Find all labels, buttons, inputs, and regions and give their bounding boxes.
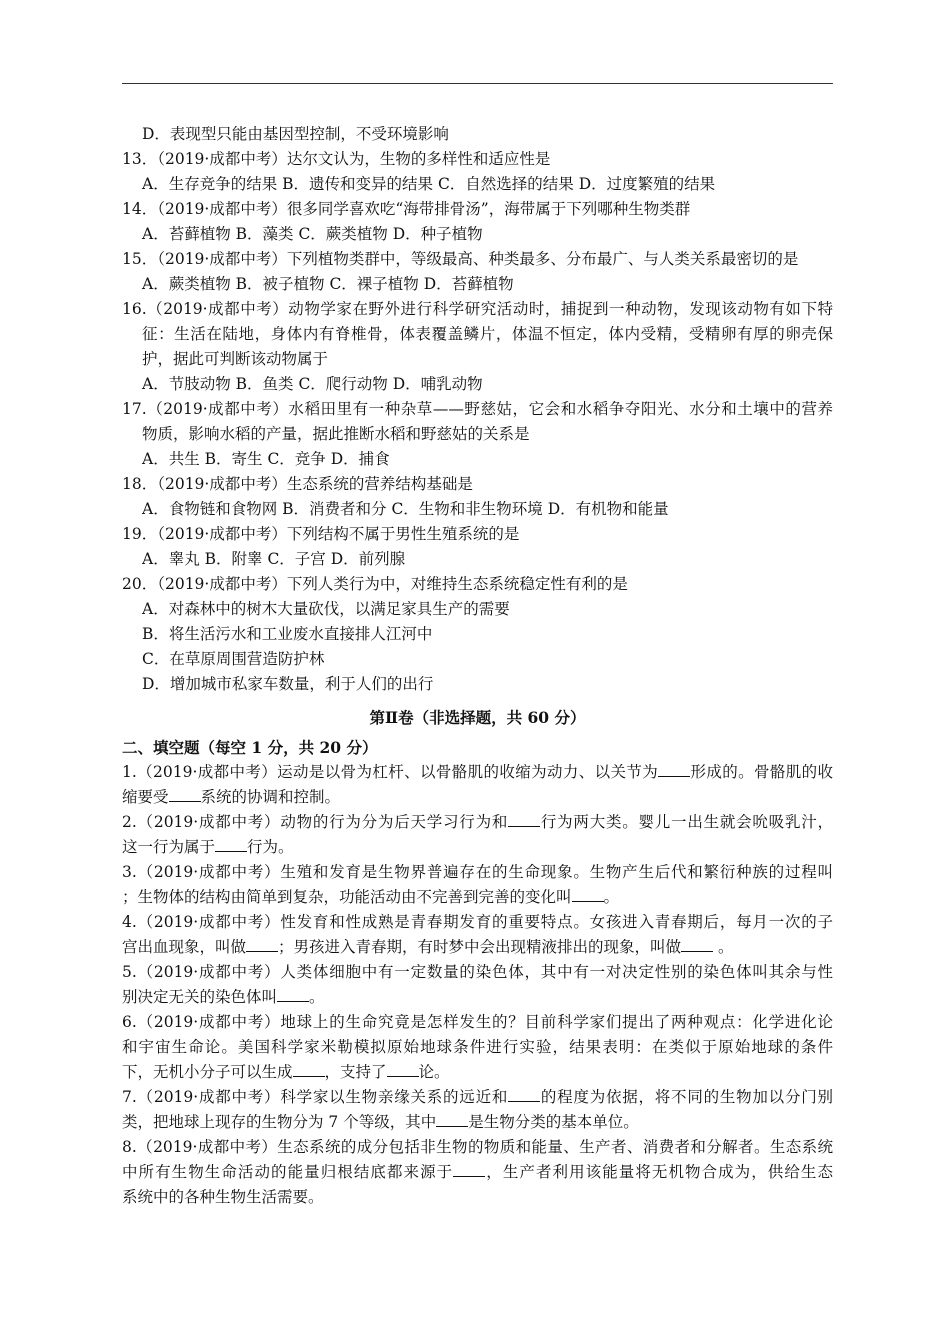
q20-stem: 20．（2019·成都中考）下列人类行为中，对维持生态系统稳定性有利的是 [122,575,628,593]
answer-blank[interactable] [508,812,540,827]
fill-q8-line3: 系统中的各种生物生活需要。 [122,1188,324,1206]
q16-stem-line2: 征：生活在陆地，身体内有脊椎骨，体表覆盖鳞片，体温不恒定，体内受精，受精卵有厚的卵壳保 [142,325,833,343]
answer-blank[interactable] [169,787,201,802]
fill-q5-line1: 5.（2019·成都中考）人类体细胞中有一定数量的染色体，其中有一对决定性别的染色体叫其余与性 [122,963,833,981]
fill-q1-line1: 1.（2019·成都中考）运动是以骨为杠杆、以骨骼肌的收缩为动力、以关节为 形成的。骨骼肌的收 [122,763,833,781]
part2-title: 第Ⅱ卷（非选择题，共 60 分） [369,708,586,727]
answer-blank[interactable] [277,987,309,1002]
q17-stem-line1: 17.（2019·成都中考）水稻田里有一种杂草——野慈姑，它会和水稻争夺阳光、水分和土壤中的营养 [122,400,833,418]
fill-q8-line1: 8.（2019·成都中考）生态系统的成分包括非生物的物质和能量、生产者、消费者和分解者。生态系统 [122,1138,833,1156]
answer-blank[interactable] [572,887,604,902]
q16-stem-line3: 护，据此可判断该动物属于 [142,350,329,368]
q20-option-b: B．将生活污水和工业废水直接排人江河中 [142,625,433,643]
q13-stem: 13．（2019·成都中考）达尔文认为，生物的多样性和适应性是 [122,150,551,168]
fill-q6-line2: 和宇宙生命论。美国科学家米勒模拟原始地球条件进行实验，结果表明：在类似于原始地球的条件 [122,1038,833,1056]
fill-q3-line1: 3.（2019·成都中考）生殖和发育是生物界普遍存在的生命现象。生物产生后代和繁衍种族的过程叫 [122,863,833,881]
answer-blank[interactable] [246,937,278,952]
q12-option-d: D．表现型只能由基因型控制，不受环境影响 [142,125,449,143]
document-body [122,122,833,1210]
answer-blank[interactable] [508,1087,540,1102]
fill-q4-line2: 宫出血现象，叫做 ；男孩进入青春期，有时梦中会出现精液排出的现象，叫做 。 [122,938,734,956]
q16-options: A．节肢动物 B．鱼类 C．爬行动物 D．哺乳动物 [142,375,483,393]
q17-options: A．共生 B．寄生 C．竞争 D．捕食 [142,450,390,468]
fill-q7-line2: 类，把地球上现存的生物分为 7 个等级，其中 是生物分类的基本单位。 [122,1113,639,1131]
q19-stem: 19．（2019·成都中考）下列结构不属于男性生殖系统的是 [122,525,520,543]
fill-q6-line3: 下，无机小分子可以生成 ，支持了 论。 [122,1063,450,1081]
q20-option-a: A．对森林中的树木大量砍伐，以满足家具生产的需要 [142,600,510,618]
answer-blank[interactable] [387,1062,419,1077]
answer-blank[interactable] [453,1162,485,1177]
q20-option-c: C．在草原周围营造防护林 [142,650,325,668]
q16-stem-line1: 16.（2019·成都中考）动物学家在野外进行科学研究活动时，捕捉到一种动物，发现该动物有如下特 [122,300,833,318]
fill-q2-line2: 这一行为属于 行为。 [122,838,294,856]
q17-stem-line2: 物质，影响水稻的产量，据此推断水稻和野慈姑的关系是 [142,425,530,443]
fill-q3-line2: ；生物体的结构由简单到复杂，功能活动由不完善到完善的变化叫 。 [122,888,620,906]
fill-q7-line1: 7.（2019·成都中考）科学家以生物亲缘关系的远近和 的程度为依据，将不同的生物加以分门别 [122,1088,833,1106]
fill-q2-line1: 2.（2019·成都中考）动物的行为分为后天学习行为和 行为两大类。婴儿一出生就会吮吸乳汁， [122,813,833,831]
q14-stem: 14．（2019·成都中考）很多同学喜欢吃“海带排骨汤”，海带属于下列哪种生物类群 [122,200,691,218]
q19-options: A．睾丸 B．附睾 C．子宫 D．前列腺 [142,550,406,568]
fill-q4-line1: 4.（2019·成都中考）性发育和性成熟是青春期发育的重要特点。女孩进入青春期后，每月一次的子 [122,913,833,931]
fill-q6-line1: 6.（2019·成都中考）地球上的生命究竟是怎样发生的？目前科学家们提出了两种观点：化学进化论 [122,1013,833,1031]
q14-options: A．苔藓植物 B．藻类 C．蕨类植物 D．种子植物 [142,225,483,243]
header-rule [122,83,833,84]
answer-blank[interactable] [293,1062,325,1077]
fill-q8-line2: 中所有生物生命活动的能量归根结底都来源于 ，生产者利用该能量将无机物合成为，供给生态 [122,1163,833,1181]
fill-q5-line2: 别决定无关的染色体叫 。 [122,988,325,1006]
q15-options: A．蕨类植物 B．被子植物 C．裸子植物 D．苔藓植物 [142,275,514,293]
fill-q1-line2: 缩要受 系统的协调和控制。 [122,788,341,806]
q18-stem: 18．（2019·成都中考）生态系统的营养结构基础是 [122,475,473,493]
answer-blank[interactable] [681,937,713,952]
q18-options: A．食物链和食物网 B．消费者和分 C．生物和非生物环境 D．有机物和能量 [142,500,669,518]
fill-blank-heading: 二、填空题（每空 1 分，共 20 分） [122,738,378,757]
q20-option-d: D．增加城市私家车数量，利于人们的出行 [142,675,434,693]
answer-blank[interactable] [658,762,690,777]
q13-options: A．生存竞争的结果 B．遗传和变异的结果 C．自然选择的结果 D．过度繁殖的结果 [142,175,716,193]
answer-blank[interactable] [215,837,247,852]
q15-stem: 15．（2019·成都中考）下列植物类群中，等级最高、种类最多、分布最广、与人类关系最密切的是 [122,250,799,268]
answer-blank[interactable] [436,1112,468,1127]
